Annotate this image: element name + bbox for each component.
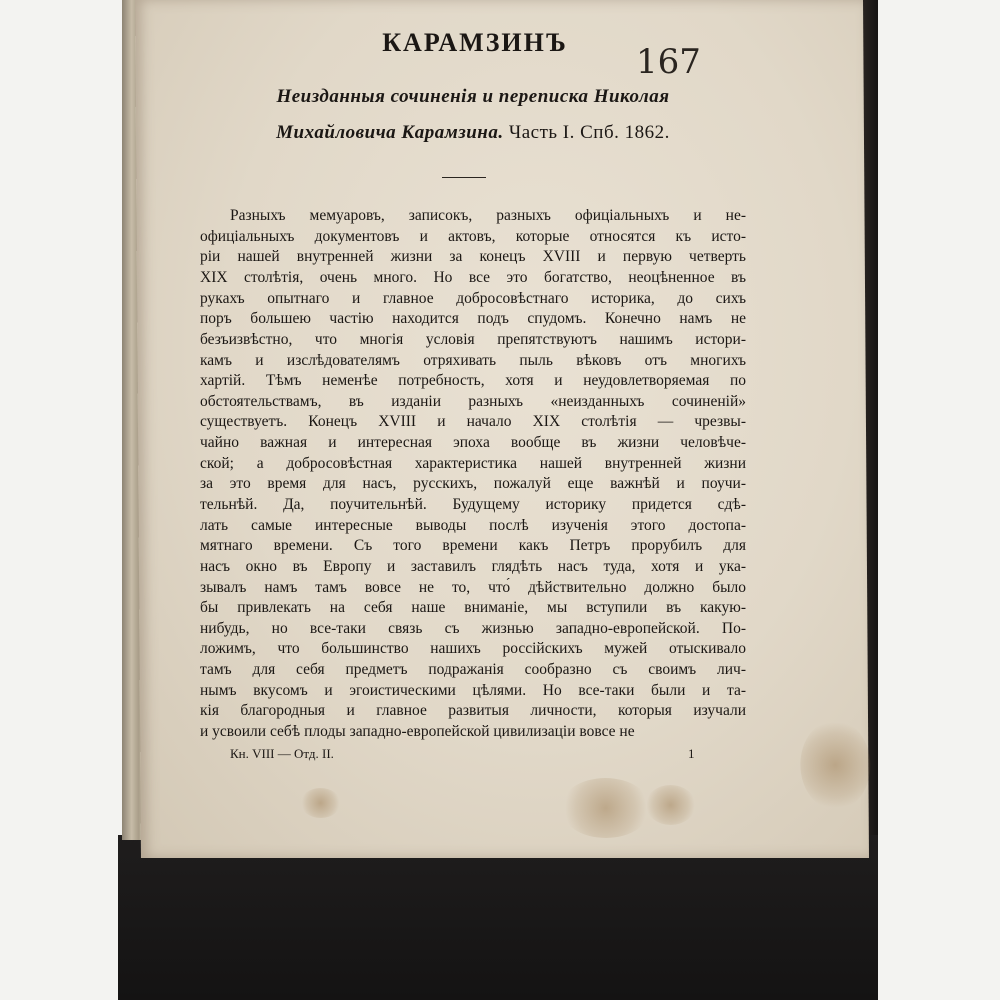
page-text (200, 0, 746, 770)
book-title-line-2 (200, 122, 746, 144)
body-line: мятнаго времени. Съ того времени какъ Петръ прорубилъ для (200, 537, 746, 555)
book-title-line-1: Неизданныя сочиненія и переписка Николая (276, 86, 670, 107)
body-line: рукахъ опытнаго и главное добросовѣстнаго историка, до сихъ (200, 289, 746, 307)
book-cover-bottom (118, 835, 878, 1000)
body-line: насъ окно въ Европу и заставилъ глядѣть насъ туда, хотя и ука- (200, 557, 746, 575)
body-line: лать самые интересные выводы послѣ изученія этого достопа- (200, 516, 746, 534)
body-line: безъизвѣстно, что многія условія препятствуютъ нашимъ истори- (200, 330, 746, 348)
body-line: камъ и изслѣдователямъ отряхивать пыль вѣковъ отъ многихъ (200, 351, 746, 369)
background-right (872, 0, 1000, 1000)
body-line: XIX столѣтія, очень много. Но все это богатство, неоцѣненное въ (200, 268, 746, 286)
body-line: чайно важная и интересная эпоха вообще въ жизни человѣче- (200, 434, 746, 451)
body-line: и усвоили себѣ плоды западно-европейской цивилизаціи вовсе не (200, 723, 635, 740)
body-line: поръ большею частію находится подъ спудомъ. Конечно намъ не (200, 310, 746, 328)
book-title-edition: Часть I. Спб. 1862. (503, 122, 670, 143)
body-line: офиціальныхъ документовъ и актовъ, которые относятся къ исто- (200, 227, 746, 245)
background-left (0, 0, 132, 1000)
body-line: ской; а добросовѣстная характеристика нашей внутренней жизни (200, 454, 746, 472)
body-line: нибудь, но все-таки связь съ жизнью западно-европейской. По- (200, 619, 746, 637)
body-line: тельнѣй. Да, поучительнѣй. Будущему историку придется сдѣ- (200, 496, 746, 513)
body-line: ріи нашей внутренней жизни за конецъ XVIII и первую четверть (200, 248, 746, 266)
stain (301, 788, 341, 818)
body-line: за это время для насъ, русскихъ, пожалуй еще важнѣй и поучи- (200, 475, 746, 493)
body-line: кія благородныя и главное развитыя личности, которыя изучали (200, 702, 746, 720)
body-line: Разныхъ мемуаровъ, записокъ, разныхъ офиціальныхъ и не- (230, 207, 746, 224)
stain (645, 785, 695, 825)
body-line: тамъ для себя предметъ подражанія сообразно съ своимъ лич- (200, 661, 746, 679)
stain (560, 778, 650, 838)
signature-mark: Кн. VIII — Отд. II. (230, 746, 334, 761)
page-number: 1 (688, 746, 695, 761)
author-heading: КАРАМЗИНЪ (382, 28, 568, 57)
body-line: ложимъ, что большинство нашихъ россійскихъ мужей отыскивало (200, 640, 746, 658)
body-line: хартій. Тѣмъ неменѣе потребность, хотя и неудовлетворяемая по (200, 372, 746, 390)
body-line: существуетъ. Конецъ XVIII и начало XIX столѣтія — чрезвы- (200, 413, 746, 431)
section-divider (442, 177, 486, 178)
book-title-author-name: Михайловича Карамзина. (276, 122, 504, 143)
body-line: нымъ вкусомъ и эгоистическими цѣлями. Но все-таки были и та- (200, 681, 746, 699)
body-line: зывалъ намъ тамъ вовсе не то, что́ дѣйствительно должно было (200, 578, 746, 596)
body-line: бы привлекать на себя наше вниманіе, мы вступили въ какую- (200, 599, 746, 617)
body-line: обстоятельствамъ, въ изданіи разныхъ «неизданныхъ сочиненій» (200, 392, 746, 410)
stain (800, 720, 871, 810)
handwritten-catalog-number: 167 (636, 42, 701, 82)
